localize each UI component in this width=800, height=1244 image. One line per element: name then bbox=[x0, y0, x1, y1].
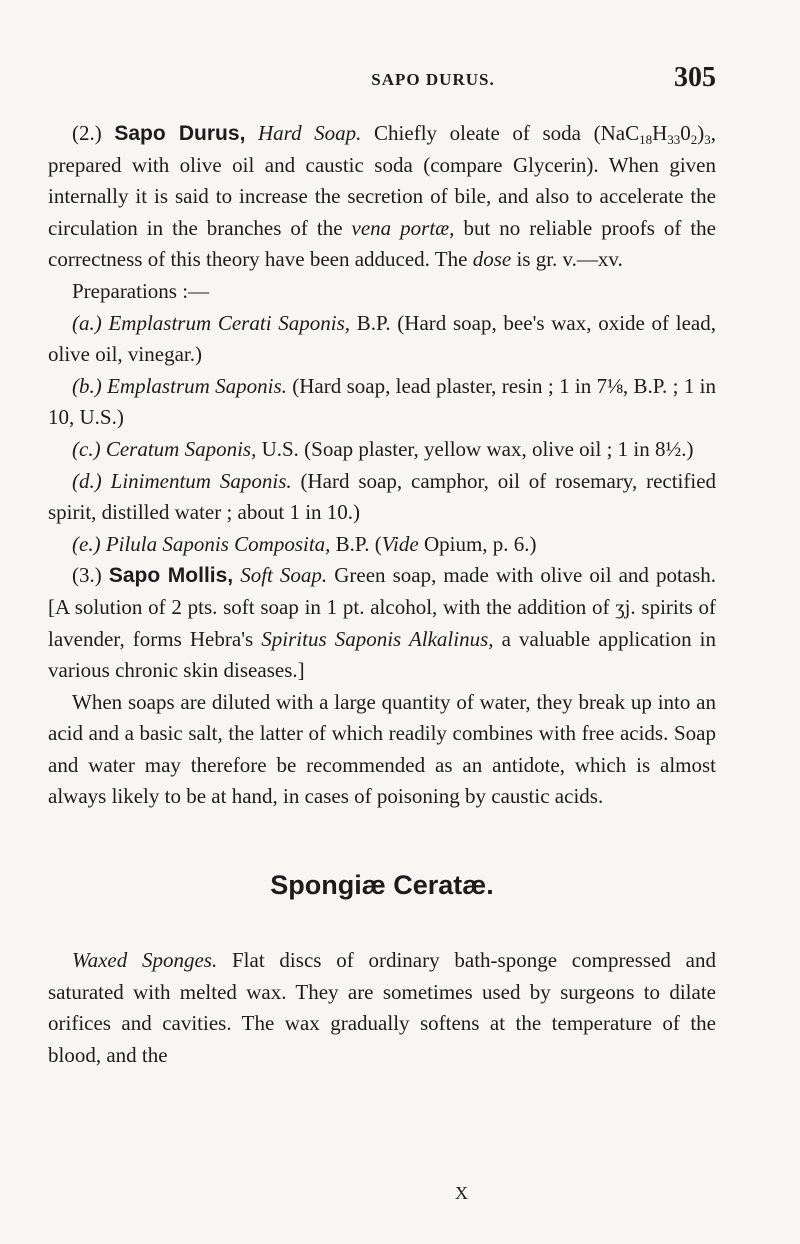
vena-portae: vena portæ, bbox=[351, 215, 455, 240]
spiritus-saponis: Spiritus Saponis Alkalinus, bbox=[261, 626, 494, 651]
preparation-text: (Hard soap, camphor, oil of rosemary, rectified spirit, distilled water ; about 1 in 10.) bbox=[48, 468, 717, 525]
sapo-mollis-text1: Green soap, made with olive oil and potash. [A solution of 2 pts. soft soap in 1 pt. alcohol, with the addition of ʒj. spirits of lavender, forms Hebra's bbox=[48, 563, 717, 651]
preparation-text: B.P. (Hard soap, bee's wax, oxide of lead, olive oil, vinegar.) bbox=[48, 310, 716, 367]
signature-mark: X bbox=[455, 1183, 468, 1203]
running-head bbox=[110, 62, 716, 102]
sapo-durus-name: Sapo Durus, bbox=[114, 122, 246, 145]
sapo-mollis-number: (3.) bbox=[72, 563, 102, 588]
preparation-name: Emplastrum Cerati Saponis, bbox=[108, 310, 350, 335]
preparation-item bbox=[48, 371, 716, 434]
pilula-letter: (e.) bbox=[72, 531, 101, 556]
sapo-durus-paragraph bbox=[48, 118, 716, 276]
formula-sub-4: 3 bbox=[704, 132, 711, 147]
spongiae-text: Flat discs of ordinary bath-sponge compressed and saturated with melted wax. They are sometimes used by surgeons to dilate orifices and cavities. The wax gradually softens at the temperature of the blood, and the bbox=[48, 948, 717, 1067]
sapo-mollis-english: Soft Soap. bbox=[240, 563, 328, 588]
sapo-durus-text5: , prepared with olive oil and caustic soda (compare Glycerin). When given internally it is said to increase the secretion of bile, and also to accelerate the circulation in the branches of the bbox=[48, 121, 716, 240]
sapo-durus-text4: ) bbox=[697, 121, 705, 145]
pilula-name: Pilula Saponis Composita, bbox=[105, 531, 331, 556]
spongiae-paragraph bbox=[48, 945, 716, 1071]
preparation-letter: (b.) bbox=[72, 373, 102, 398]
preparation-text: (Hard soap, lead plaster, resin ; 1 in 7⅛, B.P. ; 1 in 10, U.S.) bbox=[48, 373, 717, 430]
pilula-text1: B.P. ( bbox=[335, 531, 382, 556]
preparation-item bbox=[48, 434, 716, 466]
preparation-item bbox=[48, 466, 716, 529]
sapo-durus-english: Hard Soap. bbox=[258, 121, 362, 145]
sapo-durus-text1: Chiefly oleate of soda (NaC bbox=[374, 121, 640, 145]
formula-sub-3: 2 bbox=[690, 132, 698, 147]
formula-sub-2: 33 bbox=[667, 132, 681, 147]
preparation-letter: (c.) bbox=[72, 436, 101, 461]
formula-sub-1: 18 bbox=[639, 132, 653, 147]
dose-label: dose bbox=[472, 247, 512, 272]
preparation-text: U.S. (Soap plaster, yellow wax, olive oil ; 1 in 8½.) bbox=[261, 436, 694, 461]
vide-label: Vide bbox=[381, 531, 419, 556]
preparation-letter: (d.) bbox=[72, 468, 102, 493]
preparation-item bbox=[48, 308, 716, 371]
spongiae-english: Waxed Sponges. bbox=[72, 948, 218, 973]
sapo-durus-text6: but no reliable proofs of the correctness of this theory have been adduced. The bbox=[48, 215, 717, 272]
pilula-text2: Opium, p. 6.) bbox=[423, 531, 537, 556]
preparation-name: Emplastrum Saponis. bbox=[107, 373, 287, 398]
sapo-mollis-paragraph bbox=[48, 560, 716, 686]
dose-text: is gr. v.—xv. bbox=[516, 247, 623, 272]
preparation-name: Ceratum Saponis, bbox=[105, 436, 257, 461]
preparations-heading: Preparations :— bbox=[72, 278, 210, 303]
preparation-letter: (a.) bbox=[72, 310, 102, 335]
page-body bbox=[48, 118, 716, 1071]
page-number: 305 bbox=[674, 62, 716, 93]
sapo-durus-number: (2.) bbox=[72, 121, 102, 145]
sapo-durus-text3: 0 bbox=[680, 121, 691, 145]
running-title: SAPO DURUS. bbox=[371, 70, 495, 89]
sapo-mollis-text2: a valuable application in various chronic skin diseases.] bbox=[48, 626, 717, 683]
preparation-name: Linimentum Saponis. bbox=[110, 468, 292, 493]
antidote-paragraph: When soaps are diluted with a large quantity of water, they break up into an acid and a basic salt, the latter of which readily combines with free acids. Soap and water may therefore be recommended as an antidote, which is almost always likely to be at hand, in cases of poisoning by caustic acids. bbox=[48, 689, 716, 809]
sapo-mollis-name: Sapo Mollis, bbox=[108, 564, 234, 588]
sapo-durus-text2: H bbox=[652, 121, 668, 145]
section-title-spongiae: Spongiæ Ceratæ. bbox=[270, 870, 494, 901]
pilula-item bbox=[48, 529, 716, 561]
